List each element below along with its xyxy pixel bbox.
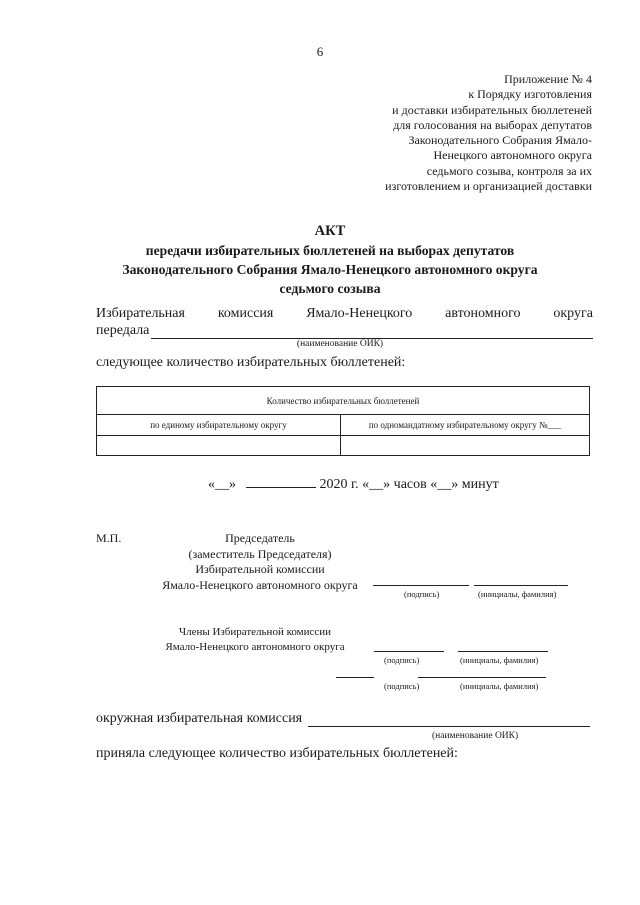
table-cell-single-district-value[interactable] bbox=[97, 436, 341, 456]
chair-line: Избирательной комиссии bbox=[195, 562, 325, 576]
quote: « bbox=[208, 477, 215, 492]
members-block bbox=[140, 625, 370, 655]
appendix-line: Приложение № 4 bbox=[504, 72, 592, 86]
chair-line: Председатель bbox=[225, 531, 295, 545]
acceptance-oik-label: (наименование ОИК) bbox=[432, 731, 519, 741]
oik-name-field[interactable] bbox=[151, 324, 593, 339]
day-blank[interactable]: __ bbox=[215, 477, 229, 492]
signature-label: (подпись) bbox=[384, 681, 420, 691]
member-signature-field[interactable] bbox=[336, 677, 374, 678]
appendix-header bbox=[340, 72, 592, 194]
document-title bbox=[80, 222, 580, 298]
month-field[interactable] bbox=[246, 475, 316, 488]
appendix-line: для голосования на выборах депутатов bbox=[393, 117, 592, 132]
chair-initials-field[interactable] bbox=[474, 585, 568, 586]
initials-label: (инициалы, фамилия) bbox=[460, 681, 539, 691]
hours-text: » часов « bbox=[383, 477, 438, 492]
acceptance-oik-field[interactable] bbox=[308, 712, 590, 727]
word: автономного bbox=[445, 306, 521, 321]
appendix-line: к Порядку изготовления bbox=[468, 87, 592, 102]
acceptance-prefix: окружная избирательная комиссия bbox=[96, 711, 303, 726]
date-time-line bbox=[208, 475, 499, 493]
table-col-single-district: по единому избирательному округу bbox=[97, 415, 341, 436]
appendix-line: и доставки избирательных бюллетеней bbox=[392, 102, 592, 117]
word: Избирательная bbox=[96, 306, 185, 321]
transfer-prefix: передала bbox=[96, 323, 150, 338]
title-main: АКТ bbox=[314, 223, 346, 239]
word: комиссия bbox=[217, 306, 274, 321]
title-line: передачи избирательных бюллетеней на выборах депутатов bbox=[145, 243, 515, 258]
title-line: Законодательного Собрания Ямало-Ненецкого автономного округа bbox=[122, 262, 538, 277]
table-cell-single-mandate-value[interactable] bbox=[341, 436, 590, 456]
signature-label: (подпись) bbox=[384, 655, 420, 665]
word: округа bbox=[553, 306, 593, 321]
title-line: седьмого созыва bbox=[279, 281, 381, 296]
member-initials-field[interactable] bbox=[418, 677, 546, 678]
appendix-line: Ненецкого автономного округа bbox=[433, 148, 592, 163]
chair-block bbox=[140, 531, 380, 593]
minutes-blank[interactable]: __ bbox=[437, 477, 452, 492]
appendix-line: седьмого созыва, контроля за их bbox=[426, 163, 592, 178]
initials-label: (инициалы, фамилия) bbox=[478, 589, 557, 599]
acceptance-line-1 bbox=[96, 711, 590, 727]
acceptance-line-2: приняла следующее количество избирательных бюллетеней: bbox=[96, 746, 458, 761]
members-line: Ямало-Ненецкого автономного округа bbox=[165, 641, 345, 653]
transfer-line-2 bbox=[96, 322, 593, 339]
members-line: Члены Избирательной комиссии bbox=[178, 626, 332, 638]
member-signature-field[interactable] bbox=[374, 651, 444, 652]
oik-name-label: (наименование ОИК) bbox=[296, 339, 384, 349]
chair-line: (заместитель Председателя) bbox=[188, 546, 332, 561]
year-text: 2020 г. « bbox=[319, 477, 370, 492]
member-initials-field[interactable] bbox=[458, 651, 548, 652]
hours-blank[interactable]: __ bbox=[369, 477, 384, 492]
appendix-line: изготовлением и организацией доставки bbox=[385, 179, 592, 194]
page-number: 6 bbox=[316, 44, 324, 59]
transfer-paragraph bbox=[96, 305, 593, 339]
initials-label: (инициалы, фамилия) bbox=[460, 655, 539, 665]
table-header: Количество избирательных бюллетеней bbox=[97, 387, 590, 415]
minutes-text: » минут bbox=[451, 477, 499, 492]
word: Ямало-Ненецкого bbox=[306, 306, 413, 321]
chair-line: Ямало-Ненецкого автономного округа bbox=[162, 577, 358, 592]
appendix-line: Законодательного Собрания Ямало- bbox=[408, 133, 592, 148]
transfer-line-1 bbox=[96, 305, 593, 322]
quote: » bbox=[229, 477, 236, 492]
table-col-single-mandate: по одномандатному избирательному округу №___ bbox=[341, 415, 590, 436]
ballots-table bbox=[96, 386, 590, 456]
chair-signature-field[interactable] bbox=[373, 585, 469, 586]
seal-placeholder: М.П. bbox=[96, 531, 122, 545]
transfer-quantity-text: следующее количество избирательных бюллетеней: bbox=[96, 355, 406, 370]
signature-label: (подпись) bbox=[404, 589, 440, 599]
